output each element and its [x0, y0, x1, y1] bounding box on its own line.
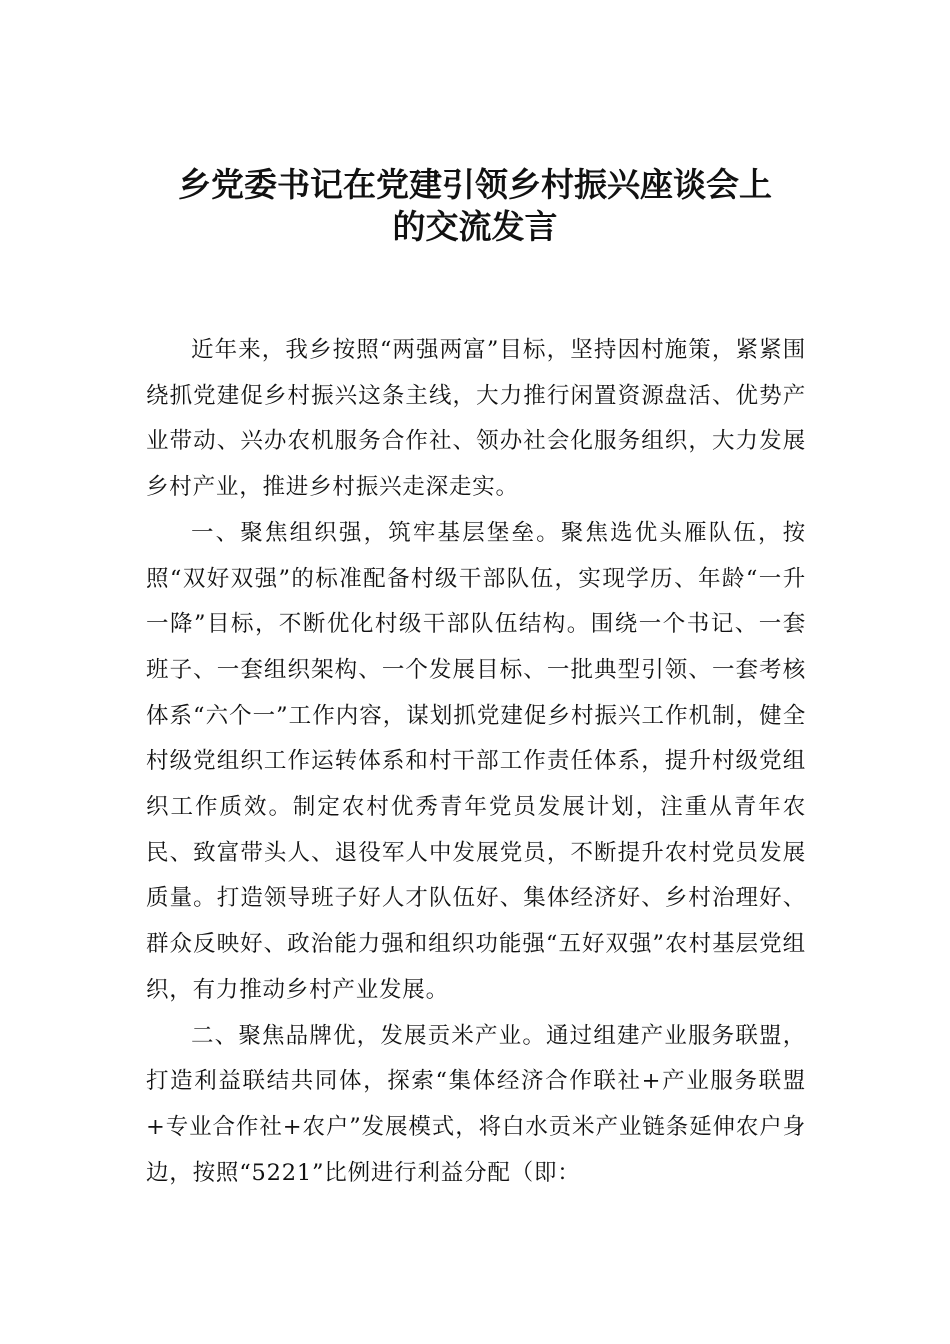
paragraph-intro: 近年来，我乡按照“两强两富”目标，坚持因村施策，紧紧围绕抓党建促乡村振兴这条主线，大力推行闲置资源盘活、优势产业带动、兴办农机服务合作社、领办社会化服务组织，大力发展乡村产业，推进乡村振兴走深走实。 [146, 337, 806, 501]
document-title-line-2: 的交流发言 [392, 207, 558, 246]
document-body [146, 328, 806, 1196]
paragraph-section-one: 一、聚焦组织强，筑牢基层堡垒。聚焦选优头雁队伍，按照“双好双强”的标准配备村级干部队伍，实现学历、年龄“一升一降”目标，不断优化村级干部队伍结构。围绕一个书记、一套班子、一套组织架构、一个发展目标、一批典型引领、一套考核体系“六个一”工作内容，谋划抓党建促乡村振兴工作机制，健全村级党组织工作运转体系和村干部工作责任体系，提升村级党组织工作质效。制定农村优秀青年党员发展计划，注重从青年农民、致富带头人、退役军人中发展党员，不断提升农村党员发展质量。打造领导班子好人才队伍好、集体经济好、乡村治理好、群众反映好、政治能力强和组织功能强“五好双强”农村基层党组织，有力推动乡村产业发展。 [146, 519, 806, 1003]
document-title-line-1: 乡党委书记在党建引领乡村振兴座谈会上 [178, 165, 772, 204]
paragraph-section-two: 二、聚焦品牌优，发展贡米产业。通过组建产业服务联盟，打造利益联结共同体，探索“集体经济合作联社+产业服务联盟+专业合作社+农户”发展模式，将白水贡米产业链条延伸农户身边，按照“5221”比例进行利益分配（即： [146, 1022, 806, 1186]
